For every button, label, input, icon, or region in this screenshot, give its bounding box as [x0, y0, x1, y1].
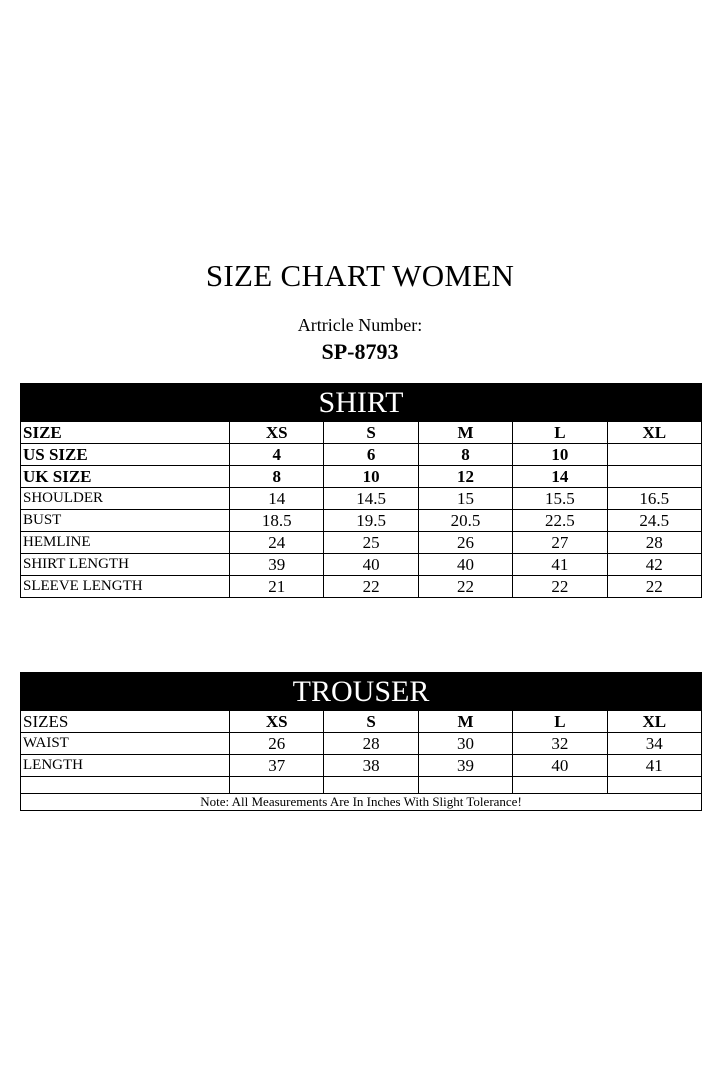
size-cell: 18.5	[230, 510, 324, 532]
size-cell: 40	[324, 554, 418, 576]
size-cell: S	[324, 422, 418, 444]
size-cell: 39	[230, 554, 324, 576]
size-cell: 15	[418, 488, 512, 510]
measurement-row	[21, 466, 702, 488]
size-cell: XL	[607, 422, 701, 444]
size-cell: 28	[324, 733, 418, 755]
size-cell: XL	[607, 711, 701, 733]
size-cell: 21	[230, 576, 324, 598]
size-cell: 37	[230, 755, 324, 777]
row-label: BUST	[21, 510, 230, 532]
size-cell: 26	[230, 733, 324, 755]
size-cell: 22	[418, 576, 512, 598]
size-cell: 24.5	[607, 510, 701, 532]
size-cell: 24	[230, 532, 324, 554]
size-cell: 25	[324, 532, 418, 554]
size-cell: 12	[418, 466, 512, 488]
trouser-heading: TROUSER	[21, 673, 702, 711]
size-cell: 22.5	[513, 510, 607, 532]
size-cell: 8	[418, 444, 512, 466]
size-cell: S	[324, 711, 418, 733]
size-cell	[607, 466, 701, 488]
size-cell: L	[513, 422, 607, 444]
size-cell: 41	[607, 755, 701, 777]
size-cell: 40	[418, 554, 512, 576]
measurement-row	[21, 510, 702, 532]
measurement-row	[21, 554, 702, 576]
size-cell: 39	[418, 755, 512, 777]
size-cell: 22	[607, 576, 701, 598]
size-cell: 16.5	[607, 488, 701, 510]
shirt-size-table	[20, 383, 702, 598]
size-cell	[513, 777, 607, 794]
row-label: WAIST	[21, 733, 230, 755]
size-cell	[418, 777, 512, 794]
measurement-row	[21, 733, 702, 755]
empty-row	[21, 777, 702, 794]
row-label: HEMLINE	[21, 532, 230, 554]
size-cell: 14.5	[324, 488, 418, 510]
size-cell: 10	[324, 466, 418, 488]
row-label: SHOULDER	[21, 488, 230, 510]
size-cell: XS	[230, 711, 324, 733]
size-cell: 15.5	[513, 488, 607, 510]
size-cell	[607, 777, 701, 794]
row-label: LENGTH	[21, 755, 230, 777]
size-cell: 41	[513, 554, 607, 576]
size-cell: 19.5	[324, 510, 418, 532]
size-cell: M	[418, 422, 512, 444]
measurement-note: Note: All Measurements Are In Inches With Slight Tolerance!	[21, 794, 702, 811]
size-cell	[230, 777, 324, 794]
size-cell: 40	[513, 755, 607, 777]
size-cell: 6	[324, 444, 418, 466]
size-cell: 22	[324, 576, 418, 598]
article-number-label: Artricle Number:	[297, 315, 423, 335]
row-label: SLEEVE LENGTH	[21, 576, 230, 598]
size-cell: 30	[418, 733, 512, 755]
shirt-table-body	[21, 422, 702, 598]
row-label: SHIRT LENGTH	[21, 554, 230, 576]
row-label: US SIZE	[21, 444, 230, 466]
size-cell: 42	[607, 554, 701, 576]
trouser-table-body	[21, 711, 702, 794]
size-cell: 38	[324, 755, 418, 777]
size-cell: 14	[230, 488, 324, 510]
size-cell: 4	[230, 444, 324, 466]
measurement-row	[21, 488, 702, 510]
measurement-row	[21, 532, 702, 554]
size-cell: 10	[513, 444, 607, 466]
measurement-row	[21, 444, 702, 466]
shirt-heading: SHIRT	[21, 384, 702, 422]
size-cell: 14	[513, 466, 607, 488]
row-label: SIZE	[21, 422, 230, 444]
row-label	[21, 777, 230, 794]
measurement-row	[21, 755, 702, 777]
measurement-row	[21, 576, 702, 598]
size-cell	[324, 777, 418, 794]
row-label: SIZES	[21, 711, 230, 733]
size-cell: 28	[607, 532, 701, 554]
size-header-row	[21, 422, 702, 444]
page-title: SIZE CHART WOMEN	[205, 258, 515, 293]
size-cell	[607, 444, 701, 466]
size-cell: 32	[513, 733, 607, 755]
size-cell: XS	[230, 422, 324, 444]
size-cell: 34	[607, 733, 701, 755]
article-number: SP-8793	[321, 339, 399, 364]
size-cell: 20.5	[418, 510, 512, 532]
size-cell: 27	[513, 532, 607, 554]
trouser-size-table	[20, 672, 702, 811]
size-header-row	[21, 711, 702, 733]
row-label: UK SIZE	[21, 466, 230, 488]
size-cell: M	[418, 711, 512, 733]
size-cell: 22	[513, 576, 607, 598]
size-cell: 26	[418, 532, 512, 554]
size-cell: 8	[230, 466, 324, 488]
size-cell: L	[513, 711, 607, 733]
